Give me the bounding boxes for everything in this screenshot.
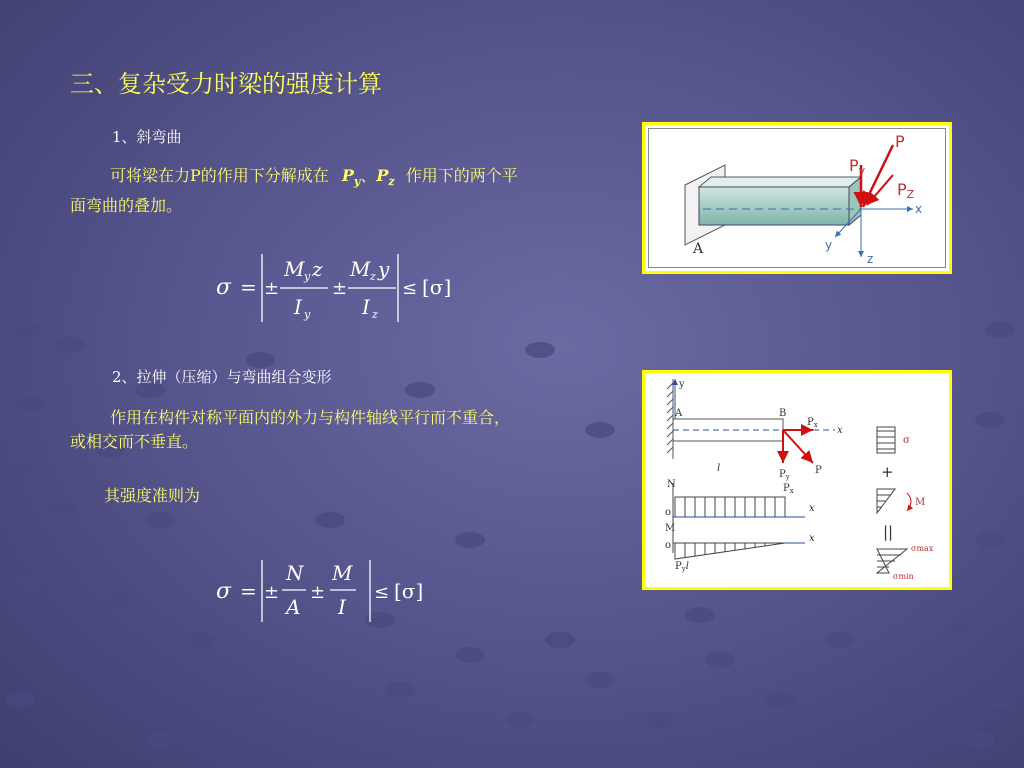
svg-text:±: ±: [264, 278, 280, 299]
svg-text:+: +: [881, 463, 894, 481]
svg-text:M: M: [284, 257, 305, 281]
svg-text:σ: σ: [216, 579, 232, 604]
oblique-bending-diagram: [645, 125, 949, 271]
svg-text:±: ±: [310, 582, 326, 603]
svg-text:y: y: [378, 257, 390, 281]
section-2-heading: 2、拉伸（压缩）与弯曲组合变形: [112, 368, 332, 386]
svg-text:z: z: [370, 270, 376, 283]
svg-text:[σ]: [σ]: [394, 579, 424, 603]
svg-text:y: y: [679, 379, 685, 390]
svg-text:z: z: [867, 252, 874, 266]
svg-text:Py: Py: [849, 156, 866, 177]
svg-text:y: y: [304, 308, 311, 321]
svg-text:x: x: [837, 425, 843, 436]
svg-text:l: l: [717, 463, 721, 474]
svg-text:PZ: PZ: [897, 180, 915, 201]
svg-text:o: o: [665, 540, 672, 551]
s1-py: $P_y$: [341, 166, 361, 189]
svg-text:I: I: [338, 595, 346, 619]
svg-text:P: P: [815, 465, 822, 476]
figure-tension-bending: [642, 370, 952, 590]
svg-text:z: z: [372, 308, 378, 321]
svg-text:A: A: [693, 241, 704, 257]
svg-text:Px: $P_x$: [807, 417, 818, 429]
svg-text:M: M: [350, 257, 371, 281]
s1-sep: 、: [360, 166, 377, 185]
svg-text:A: A: [286, 595, 301, 619]
section-1-paragraph: [70, 164, 610, 218]
tension-bending-diagram: [645, 373, 949, 587]
svg-text:y: y: [304, 270, 311, 283]
svg-text:I: I: [362, 295, 370, 319]
formula-tension-bending: [210, 556, 440, 626]
svg-text:I: I: [294, 295, 302, 319]
svg-text:A: A: [675, 408, 683, 419]
s1-line2: 面弯曲的叠加。: [70, 196, 183, 216]
svg-text:P: P: [895, 132, 905, 151]
s2-line2: 或相交而不垂直。: [70, 432, 199, 451]
svg-text:[σ]: [σ]: [422, 275, 452, 299]
svg-text:o: o: [665, 507, 672, 518]
svg-text:M: M: [665, 523, 676, 534]
s1-pz: $P_z$: [376, 166, 395, 189]
svg-text:σ: σ: [903, 435, 910, 446]
svg-text:x: x: [809, 533, 815, 544]
section-1-heading: 1、斜弯曲: [112, 128, 182, 146]
criterion-label: 其强度准则为: [104, 486, 201, 505]
svg-text:M: M: [915, 497, 926, 508]
svg-text:M: M: [332, 561, 353, 585]
svg-text:N: N: [286, 561, 304, 585]
svg-text:σmax: σmax: [911, 544, 934, 553]
svg-text:±: ±: [332, 278, 348, 299]
figure-oblique-bending: [642, 122, 952, 274]
svg-text:y: y: [825, 238, 833, 252]
svg-text:x: x: [809, 503, 815, 514]
s1-text-a: 可将梁在力P的作用下分解成在: [110, 166, 329, 185]
svg-text:Py: $P_y$: [779, 469, 790, 481]
svg-text:||: ||: [883, 523, 894, 541]
s2-line1: 作用在构件对称平面内的外力与构件轴线平行而不重合，: [110, 408, 511, 427]
svg-text:B: B: [779, 408, 787, 419]
page-title: 三、复杂受力时梁的强度计算: [70, 70, 382, 98]
svg-text:≤: ≤: [402, 278, 418, 299]
svg-text:=: =: [240, 275, 257, 299]
svg-text:N: N: [667, 479, 676, 490]
svg-text:σ: σ: [216, 275, 232, 300]
section-2-paragraph: [70, 406, 630, 454]
svg-text:Px: $P_x$: [783, 483, 794, 495]
formula-oblique-bending: [210, 248, 470, 328]
s1-text-b: 作用下的两个平: [405, 166, 518, 185]
svg-text:=: =: [240, 579, 257, 603]
svg-text:±: ±: [264, 582, 280, 603]
svg-text:Pyl: $P_yl$: [675, 561, 689, 573]
svg-text:σmin: σmin: [893, 572, 914, 581]
svg-text:≤: ≤: [374, 582, 390, 603]
svg-text:x: x: [915, 202, 923, 216]
svg-text:z: z: [312, 257, 323, 281]
